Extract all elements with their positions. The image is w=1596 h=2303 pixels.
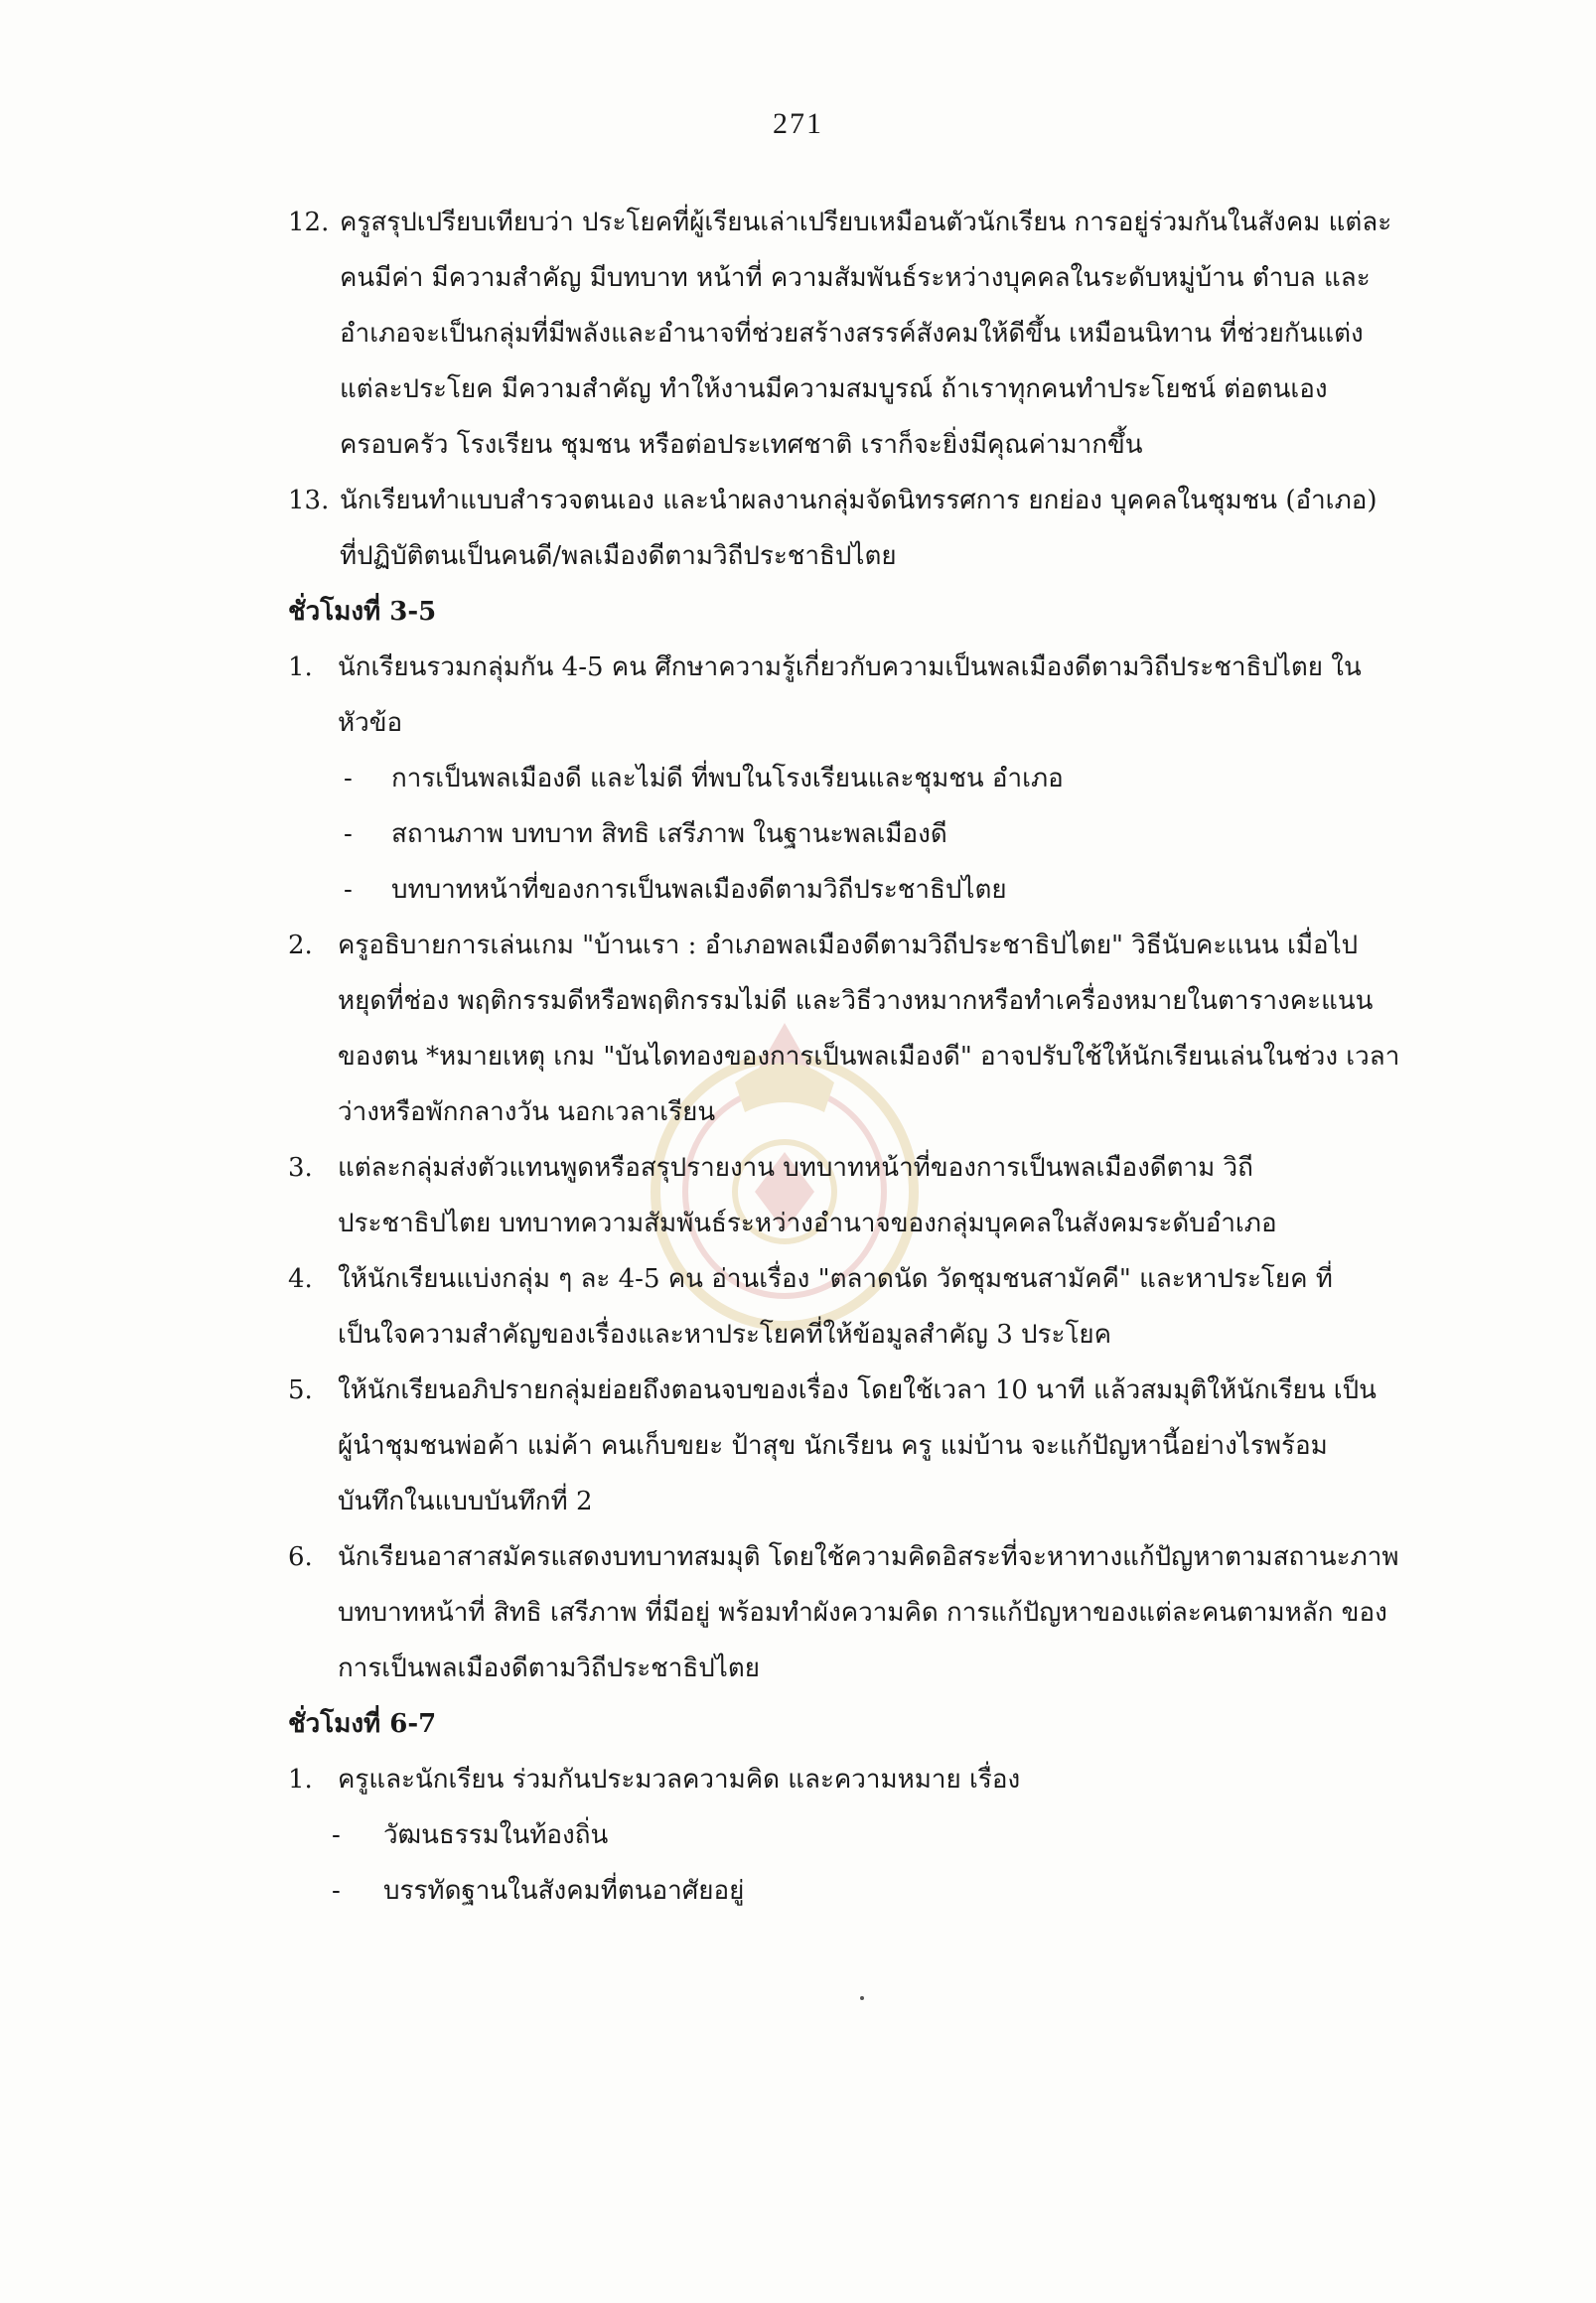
- item-number: 13.: [288, 486, 330, 515]
- item-text: ให้นักเรียนอภิปรายกลุ่มย่อยถึงตอนจบของเรื่อง โดยใช้เวลา 10 นาที แล้วสมมุติให้นักเรียน เป็นผู้นำชุมชนพ่อค้า แม่ค้า คนเก็บขยะ ป้าสุข นักเรียน ครู แม่บ้าน จะแก้ปัญหานี้อย่างไรพร้อม บันทึกในแบบบันทึกที่ 2: [338, 1375, 1377, 1516]
- sub-item-text: การเป็นพลเมืองดี และไม่ดี ที่พบในโรงเรียนและชุมชน อำเภอ: [391, 764, 1064, 793]
- page-number: 271: [773, 107, 823, 140]
- item-text: ให้นักเรียนแบ่งกลุ่ม ๆ ละ 4-5 คน อ่านเรื่อง "ตลาดนัด วัดชุมชนสามัคคี" และหาประโยค ที่เป็นใจความสำคัญของเรื่องและหาประโยคที่ให้ข้อมูลสำคัญ 3 ประโยค: [338, 1264, 1333, 1350]
- sub-list: [288, 751, 1400, 918]
- dash-bullet: -: [344, 875, 353, 905]
- item-text: ครูอธิบายการเล่นเกม "บ้านเรา : อำเภอพลเมืองดีตามวิถีประชาธิปไตย" วิธีนับคะแนน เมื่อไป หยุดที่ช่อง พฤติกรรมดีหรือพฤติกรรมไม่ดี และวิธีวางหมากหรือทำเครื่องหมายในตารางคะแนน ของตน *หมายเหตุ เกม "บันไดทองของการเป็นพลเมืองดี" อาจปรับใช้ให้นักเรียนเล่นในช่วง เวลาว่างหรือพักกลางวัน นอกเวลาเรียน: [338, 931, 1400, 1127]
- sub-item-text: บทบาทหน้าที่ของการเป็นพลเมืองดีตามวิถีประชาธิปไตย: [391, 875, 1007, 905]
- item-text: แต่ละกลุ่มส่งตัวแทนพูดหรือสรุปรายงาน บทบาทหน้าที่ของการเป็นพลเมืองดีตาม วิถีประชาธิปไตย บทบาทความสัมพันธ์ระหว่างอำนาจของกลุ่มบุคคลในสังคมระดับอำเภอ: [338, 1153, 1277, 1238]
- item-text: ครูสรุปเปรียบเทียบว่า ประโยคที่ผู้เรียนเล่าเปรียบเหมือนตัวนักเรียน การอยู่ร่วมกันในสังคม แต่ละคนมีค่า มีความสำคัญ มีบทบาท หน้าที่ ความสัมพันธ์ระหว่างบุคคลในระดับหมู่บ้าน ตำบล และอำเภอจะเป็นกลุ่มที่มีพลังและอำนาจที่ช่วยสร้างสรรค์สังคมให้ดีขึ้น เหมือนนิทาน ที่ช่วยกันแต่งแต่ละประโยค มีความสำคัญ ทำให้งานมีความสมบูรณ์ ถ้าเราทุกคนทำประโยชน์ ต่อตนเอง ครอบครัว โรงเรียน ชุมชน หรือต่อประเทศชาติ เราก็จะยิ่งมีคุณค่ามากขึ้น: [340, 208, 1392, 460]
- scan-dot-mark: [860, 1996, 864, 2000]
- list-item: [288, 195, 1400, 473]
- item-number: 12.: [288, 208, 330, 237]
- item-number: 4.: [288, 1264, 313, 1294]
- dash-bullet: -: [344, 819, 353, 849]
- item-number: 6.: [288, 1542, 313, 1572]
- dash-bullet: -: [344, 764, 353, 793]
- dash-bullet: -: [332, 1876, 341, 1906]
- list-item: [288, 1140, 1400, 1251]
- list-item: [288, 918, 1400, 1140]
- sub-item-text: สถานภาพ บทบาท สิทธิ เสรีภาพ ในฐานะพลเมืองดี: [391, 819, 947, 849]
- list-item: [288, 640, 1400, 751]
- sub-item: [288, 862, 1400, 918]
- section-hours-6-7: [288, 1696, 1400, 1919]
- item-number: 1.: [288, 652, 313, 682]
- item-number: 1.: [288, 1765, 313, 1795]
- sub-item-text: บรรทัดฐานในสังคมที่ตนอาศัยอยู่: [383, 1876, 745, 1906]
- item-text: ครูและนักเรียน ร่วมกันประมวลความคิด และความหมาย เรื่อง: [338, 1765, 1021, 1795]
- item-number: 5.: [288, 1375, 313, 1405]
- list-item: [288, 473, 1400, 584]
- dash-bullet: -: [332, 1820, 341, 1850]
- item-text: นักเรียนอาสาสมัครแสดงบทบาทสมมุติ โดยใช้ความคิดอิสระที่จะหาทางแก้ปัญหาตามสถานะภาพ บทบาทหน้าที่ สิทธิ เสรีภาพ ที่มีอยู่ พร้อมทำผังความคิด การแก้ปัญหาของแต่ละคนตามหลัก ของการเป็นพลเมืองดีตามวิถีประชาธิปไตย: [338, 1542, 1399, 1683]
- list-item: [288, 1251, 1400, 1363]
- sub-item: [288, 751, 1400, 806]
- item-number: 3.: [288, 1153, 313, 1183]
- section-hours-3-5: [288, 584, 1400, 1696]
- sub-item-text: วัฒนธรรมในท้องถิ่น: [383, 1820, 609, 1850]
- list-item: [288, 1752, 1400, 1807]
- sub-item: [288, 1807, 1400, 1863]
- sub-item: [288, 1863, 1400, 1919]
- section-heading: ชั่วโมงที่ 3-5: [288, 597, 437, 627]
- item-number: 2.: [288, 931, 313, 960]
- list-item: [288, 1363, 1400, 1529]
- item-text: นักเรียนรวมกลุ่มกัน 4-5 คน ศึกษาความรู้เกี่ยวกับความเป็นพลเมืองดีตามวิถีประชาธิปไตย ในหัวข้อ: [338, 652, 1362, 738]
- sub-item: [288, 806, 1400, 862]
- section-continued-items: [288, 195, 1400, 584]
- item-text: นักเรียนทำแบบสำรวจตนเอง และนำผลงานกลุ่มจัดนิทรรศการ ยกย่อง บุคคลในชุมชน (อำเภอ) ที่ปฏิบัติตนเป็นคนดี/พลเมืองดีตามวิถีประชาธิปไตย: [340, 486, 1378, 571]
- section-heading: ชั่วโมงที่ 6-7: [288, 1709, 437, 1739]
- list-item: [288, 1529, 1400, 1696]
- document-content: [288, 195, 1400, 1919]
- sub-list: [288, 1807, 1400, 1919]
